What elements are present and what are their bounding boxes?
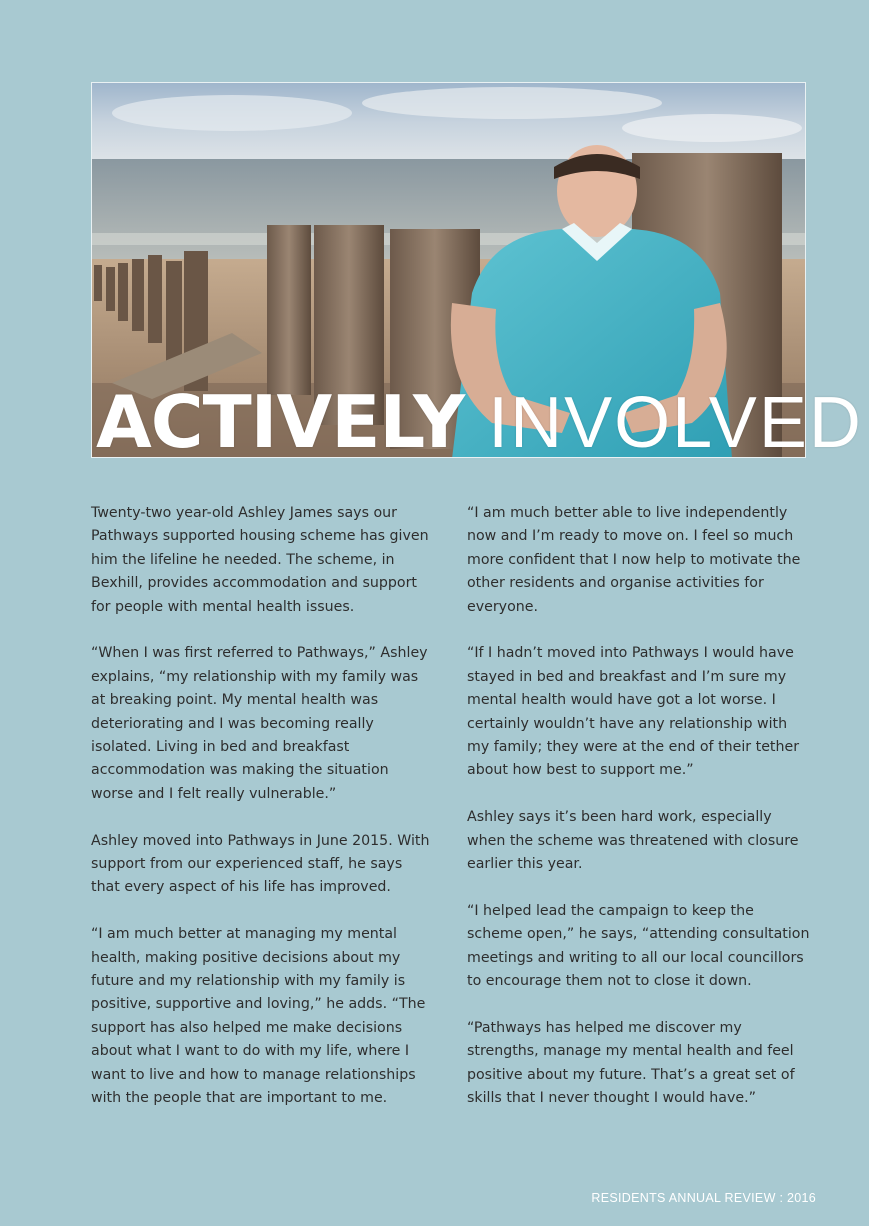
paragraph: “Pathways has helped me discover my strengths, manage my mental health and feel positive about my future. That’s a great set of skills that I never thought I would have.” [467,1019,795,1107]
paragraph: “I helped lead the campaign to keep the scheme open,” he says, “attending consultation meetings and writing to all our local councillors to encourage them not to close it down. [467,902,810,990]
right-column [467,502,813,1134]
paragraph: Ashley says it’s been hard work, especially when the scheme was threatened with closure earlier this year. [467,809,799,873]
paragraph: “I am much better at managing my mental health, making positive decisions about my future and my relationship with my family is positive, supportive and loving,” he adds. “The support has also helped me make decisions about what I want to do with my life, where I want to live and how to manage relationships with the people that are important to me. [91,926,426,1107]
title-bold: ACTIVELY [96,380,465,464]
paragraph: “If I hadn’t moved into Pathways I would have stayed in bed and breakfast and I’m sure my mental health would have got a lot worse. I certainly wouldn’t have any relationship with my family; they were at the end of their tether about how best to support me.” [467,645,800,779]
title-light: INVOLVED [488,383,863,463]
paragraph: Ashley moved into Pathways in June 2015. With support from our experienced staff, he says that every aspect of his life has improved. [91,832,430,896]
footer-label: RESIDENTS ANNUAL REVIEW : 2016 [591,1191,816,1205]
left-column [91,502,435,1134]
paragraph: “I am much better able to live independently now and I’m ready to move on. I feel so much more confident that I now help to motivate the other residents and organise activities for everyone. [467,505,801,615]
paragraph: “When I was first referred to Pathways,” Ashley explains, “my relationship with my family was at breaking point. My mental health was deteriorating and I was becoming really isolated. Living in bed and breakfast accommodation was making the situation worse and I felt really vulnerable.” [91,645,428,802]
page-title [96,382,863,462]
paragraph: Twenty-two year-old Ashley James says our Pathways supported housing scheme has given him the lifeline he needed. The scheme, in Bexhill, provides accommodation and support for people with mental health issues. [91,505,429,615]
